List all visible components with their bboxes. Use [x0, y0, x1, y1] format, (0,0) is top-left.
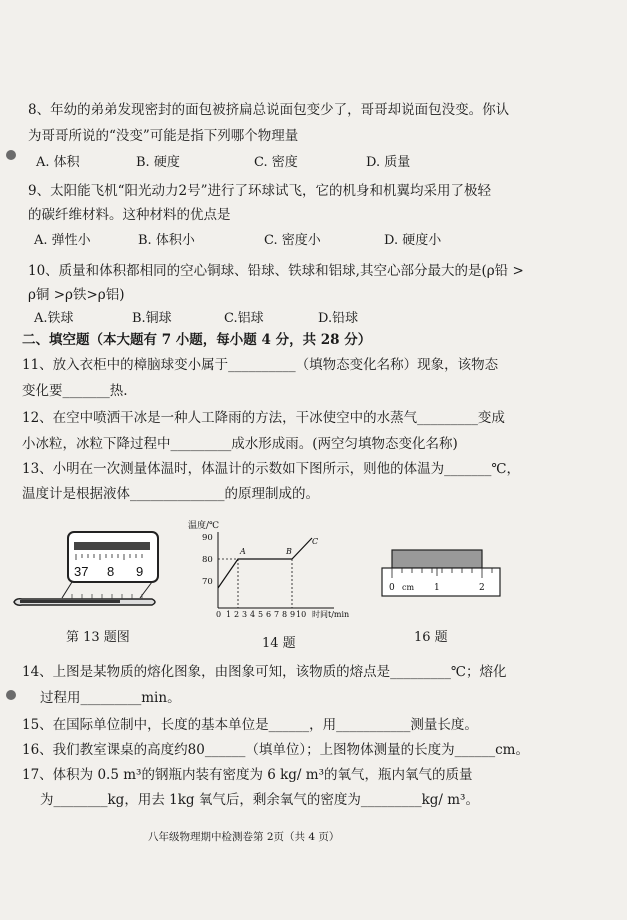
q10-line1: 10、质量和体积都相同的空心铜球、铅球、铁球和铝球,其空心部分最大的是(ρ铅 >: [28, 263, 524, 279]
q10-line2: ρ铜 >ρ铁>ρ铝): [28, 287, 125, 303]
thermo-label-9: 9: [136, 564, 144, 579]
melting-graph: [186, 520, 376, 620]
section2-heading: 二、填空题（本大题有 7 小题，每小题 4 分，共 28 分）: [22, 332, 372, 348]
ruler-unit: cm: [402, 583, 415, 592]
q8-line2: 为哥哥所说的“没变”可能是指下列哪个物理量: [28, 128, 299, 144]
q14-line1: 14、上图是某物质的熔化图象，由图象可知，该物质的熔点是_________℃；熔化: [22, 664, 507, 680]
point-label-a: A: [240, 547, 246, 556]
xtick-9: 9: [290, 610, 296, 619]
xtick-4: 4: [250, 610, 256, 619]
graph-xlabel: 时间t/min: [312, 610, 350, 619]
q8-option-a: A. 体积: [36, 155, 80, 170]
q9-line2: 的碳纤维材料。这种材料的优点是: [28, 207, 231, 223]
ruler-tick-2: 2: [479, 583, 485, 593]
q8-option-d: D. 质量: [366, 155, 411, 170]
ytick-80: 80: [202, 555, 213, 565]
xtick-6: 6: [266, 610, 272, 619]
q8-option-b: B. 硬度: [136, 155, 180, 170]
q17-line1: 17、体积为 0.5 m³的钢瓶内装有密度为 6 kg/ m³的氧气，瓶内氧气的质量: [22, 767, 473, 783]
xtick-1: 1: [226, 610, 232, 619]
xtick-10: 10: [296, 610, 307, 619]
q10-option-d: D.铅球: [318, 311, 359, 326]
q14-line2: 过程用_________min。: [40, 690, 181, 706]
xtick-2: 2: [234, 610, 240, 619]
thermometer-figure: [12, 528, 172, 620]
q16-line1: 16、我们教室课桌的高度约80______（填单位）；上图物体测量的长度为______cm。: [22, 742, 529, 758]
point-label-b: B: [286, 547, 292, 556]
q15-line1: 15、在国际单位制中，长度的基本单位是______，用___________测量长度。: [22, 717, 478, 733]
q10-option-c: C.铝球: [224, 311, 264, 326]
ytick-90: 90: [202, 533, 213, 543]
thermo-label-37: 37: [74, 564, 89, 579]
xtick-7: 7: [274, 610, 280, 619]
q9-option-d: D. 硬度小: [384, 233, 442, 248]
q13-line1: 13、小明在一次测量体温时，体温计的示数如下图所示，则他的体温为_______℃，: [22, 461, 521, 477]
q13-line2: 温度计是根据液体______________的原理制成的。: [22, 486, 319, 502]
fig14-caption: 14 题: [262, 636, 296, 651]
xtick-8: 8: [282, 610, 288, 619]
xtick-5: 5: [258, 610, 264, 619]
q10-option-b: B.铜球: [132, 311, 172, 326]
xtick-0: 0: [216, 610, 222, 619]
melting-curve: [218, 538, 312, 588]
ruler-tick-1: 1: [434, 583, 440, 593]
ytick-70: 70: [202, 577, 213, 587]
page-footer: 八年级物理期中检测卷第 2页（共 4 页）: [148, 831, 340, 843]
punch-hole-top: [6, 150, 16, 160]
point-label-c: C: [312, 537, 319, 546]
ruler-figure: [380, 548, 510, 602]
q11-line2: 变化要_______热.: [22, 383, 128, 399]
q10-option-a: A.铁球: [34, 311, 74, 326]
q12-line2: 小冰粒，冰粒下降过程中_________成水形成雨。(两空匀填物态变化名称): [22, 436, 458, 452]
q9-option-a: A. 弹性小: [34, 233, 91, 248]
graph-ylabel: 温度/℃: [188, 521, 220, 531]
q12-line1: 12、在空中喷洒干冰是一种人工降雨的方法，干冰使空中的水蒸气_________变成: [22, 410, 505, 426]
q9-line1: 9、太阳能飞机“阳光动力2号”进行了环球试飞，它的机身和机翼均采用了极轻: [28, 183, 491, 199]
fig13-caption: 第 13 题图: [66, 630, 130, 645]
q11-line1: 11、放入衣柜中的樟脑球变小属于__________（填物态变化名称）现象，该物态: [22, 357, 499, 373]
thermo-label-8: 8: [107, 564, 115, 579]
fig16-caption: 16 题: [414, 630, 448, 645]
xtick-3: 3: [242, 610, 248, 619]
q9-option-b: B. 体积小: [138, 233, 195, 248]
ruler-tick-0: 0: [389, 583, 395, 593]
q17-line2: 为________kg，用去 1kg 氧气后，剩余氧气的密度为_________kg/ m³。: [40, 792, 479, 808]
punch-hole-bottom: [6, 690, 16, 700]
q8-line1: 8、年幼的弟弟发现密封的面包被挤扁总说面包变少了，哥哥却说面包没变。你认: [28, 102, 510, 118]
q9-option-c: C. 密度小: [264, 233, 321, 248]
q8-option-c: C. 密度: [254, 155, 298, 170]
